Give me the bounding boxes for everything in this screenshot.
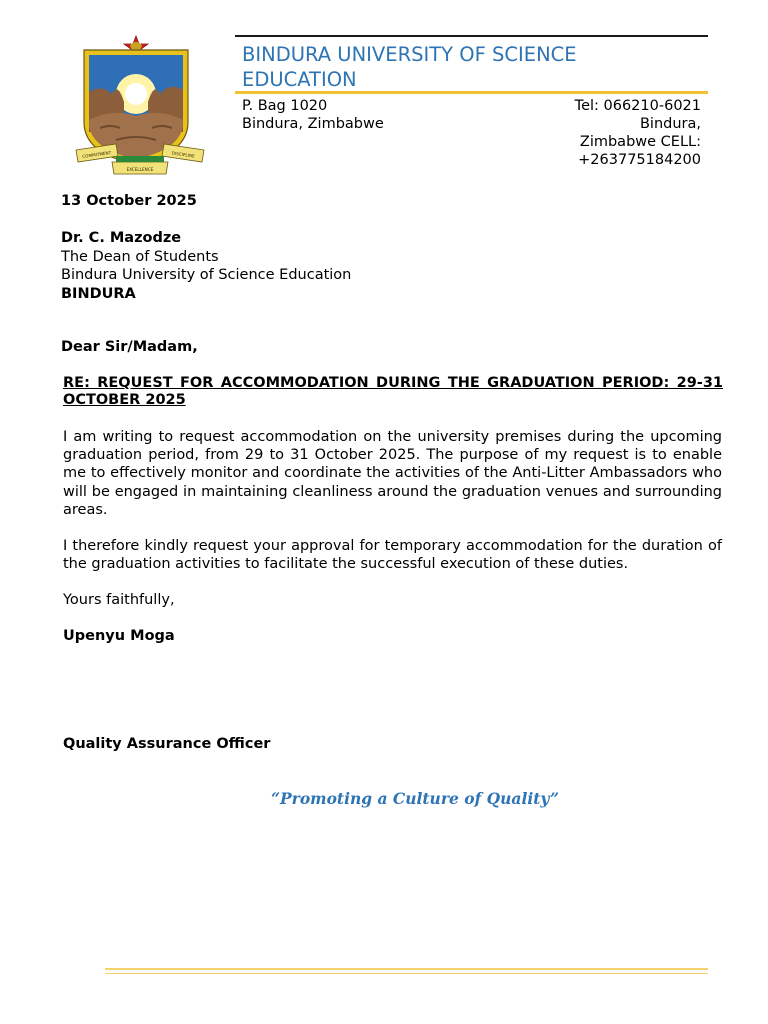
address-line2: Bindura, Zimbabwe [242,116,384,132]
svg-text:COMMITMENT: COMMITMENT [81,150,112,160]
university-name-line1: BINDURA UNIVERSITY OF SCIENCE [242,43,577,66]
svg-text:DISCIPLINE: DISCIPLINE [171,150,196,159]
header-top-rule [235,35,708,37]
svg-text:EXCELLENCE: EXCELLENCE [126,167,154,172]
recipient-title: The Dean of Students [61,248,219,265]
signatory-designation: Quality Assurance Officer [63,736,271,752]
salutation: Dear Sir/Madam, [61,339,198,355]
contact-details [540,97,701,169]
footer-rule-top [105,968,708,970]
university-name [242,42,672,92]
letter-date: 13 October 2025 [61,193,197,209]
recipient-name: Dr. C. Mazodze [61,230,182,246]
body-paragraph-2: I therefore kindly request your approval for temporary accommodation for the duration of the graduation activities to facilitate the successful execution of these duties. [63,538,722,573]
header-gold-rule [235,91,708,94]
university-crest-logo [72,32,208,180]
motto: “Promoting a Culture of Quality” [271,789,559,808]
body-paragraph-1: I am writing to request accommodation on the university premises during the upcoming graduation period, from 29 to 31 October 2025. The purpose of my request is to enable me to effectively monitor and coordinate the activities of the Anti-Litter Ambassadors who will be engaged in maintaining cleanliness around the graduation venues and surrounding areas. [63,429,722,518]
signatory-name: Upenyu Moga [63,628,175,644]
address-line1: P. Bag 1020 [242,98,328,114]
subject-line: RE: REQUEST FOR ACCOMMODATION DURING THE GRADUATION PERIOD: 29-31 OCTOBER 2025 [63,375,723,408]
contact-line2: Bindura, [639,116,701,132]
university-name-line2: EDUCATION [242,68,357,91]
contact-line1: Tel: 066210-6021 [574,98,701,114]
contact-line4: +263775184200 [578,152,701,168]
recipient-city: BINDURA [61,285,136,302]
recipient-block [61,229,351,303]
recipient-organization: Bindura University of Science Education [61,267,352,283]
postal-address [242,97,384,133]
closing: Yours faithfully, [63,592,175,608]
contact-line3: Zimbabwe CELL: [579,134,701,150]
footer-rule-bottom [105,973,708,974]
